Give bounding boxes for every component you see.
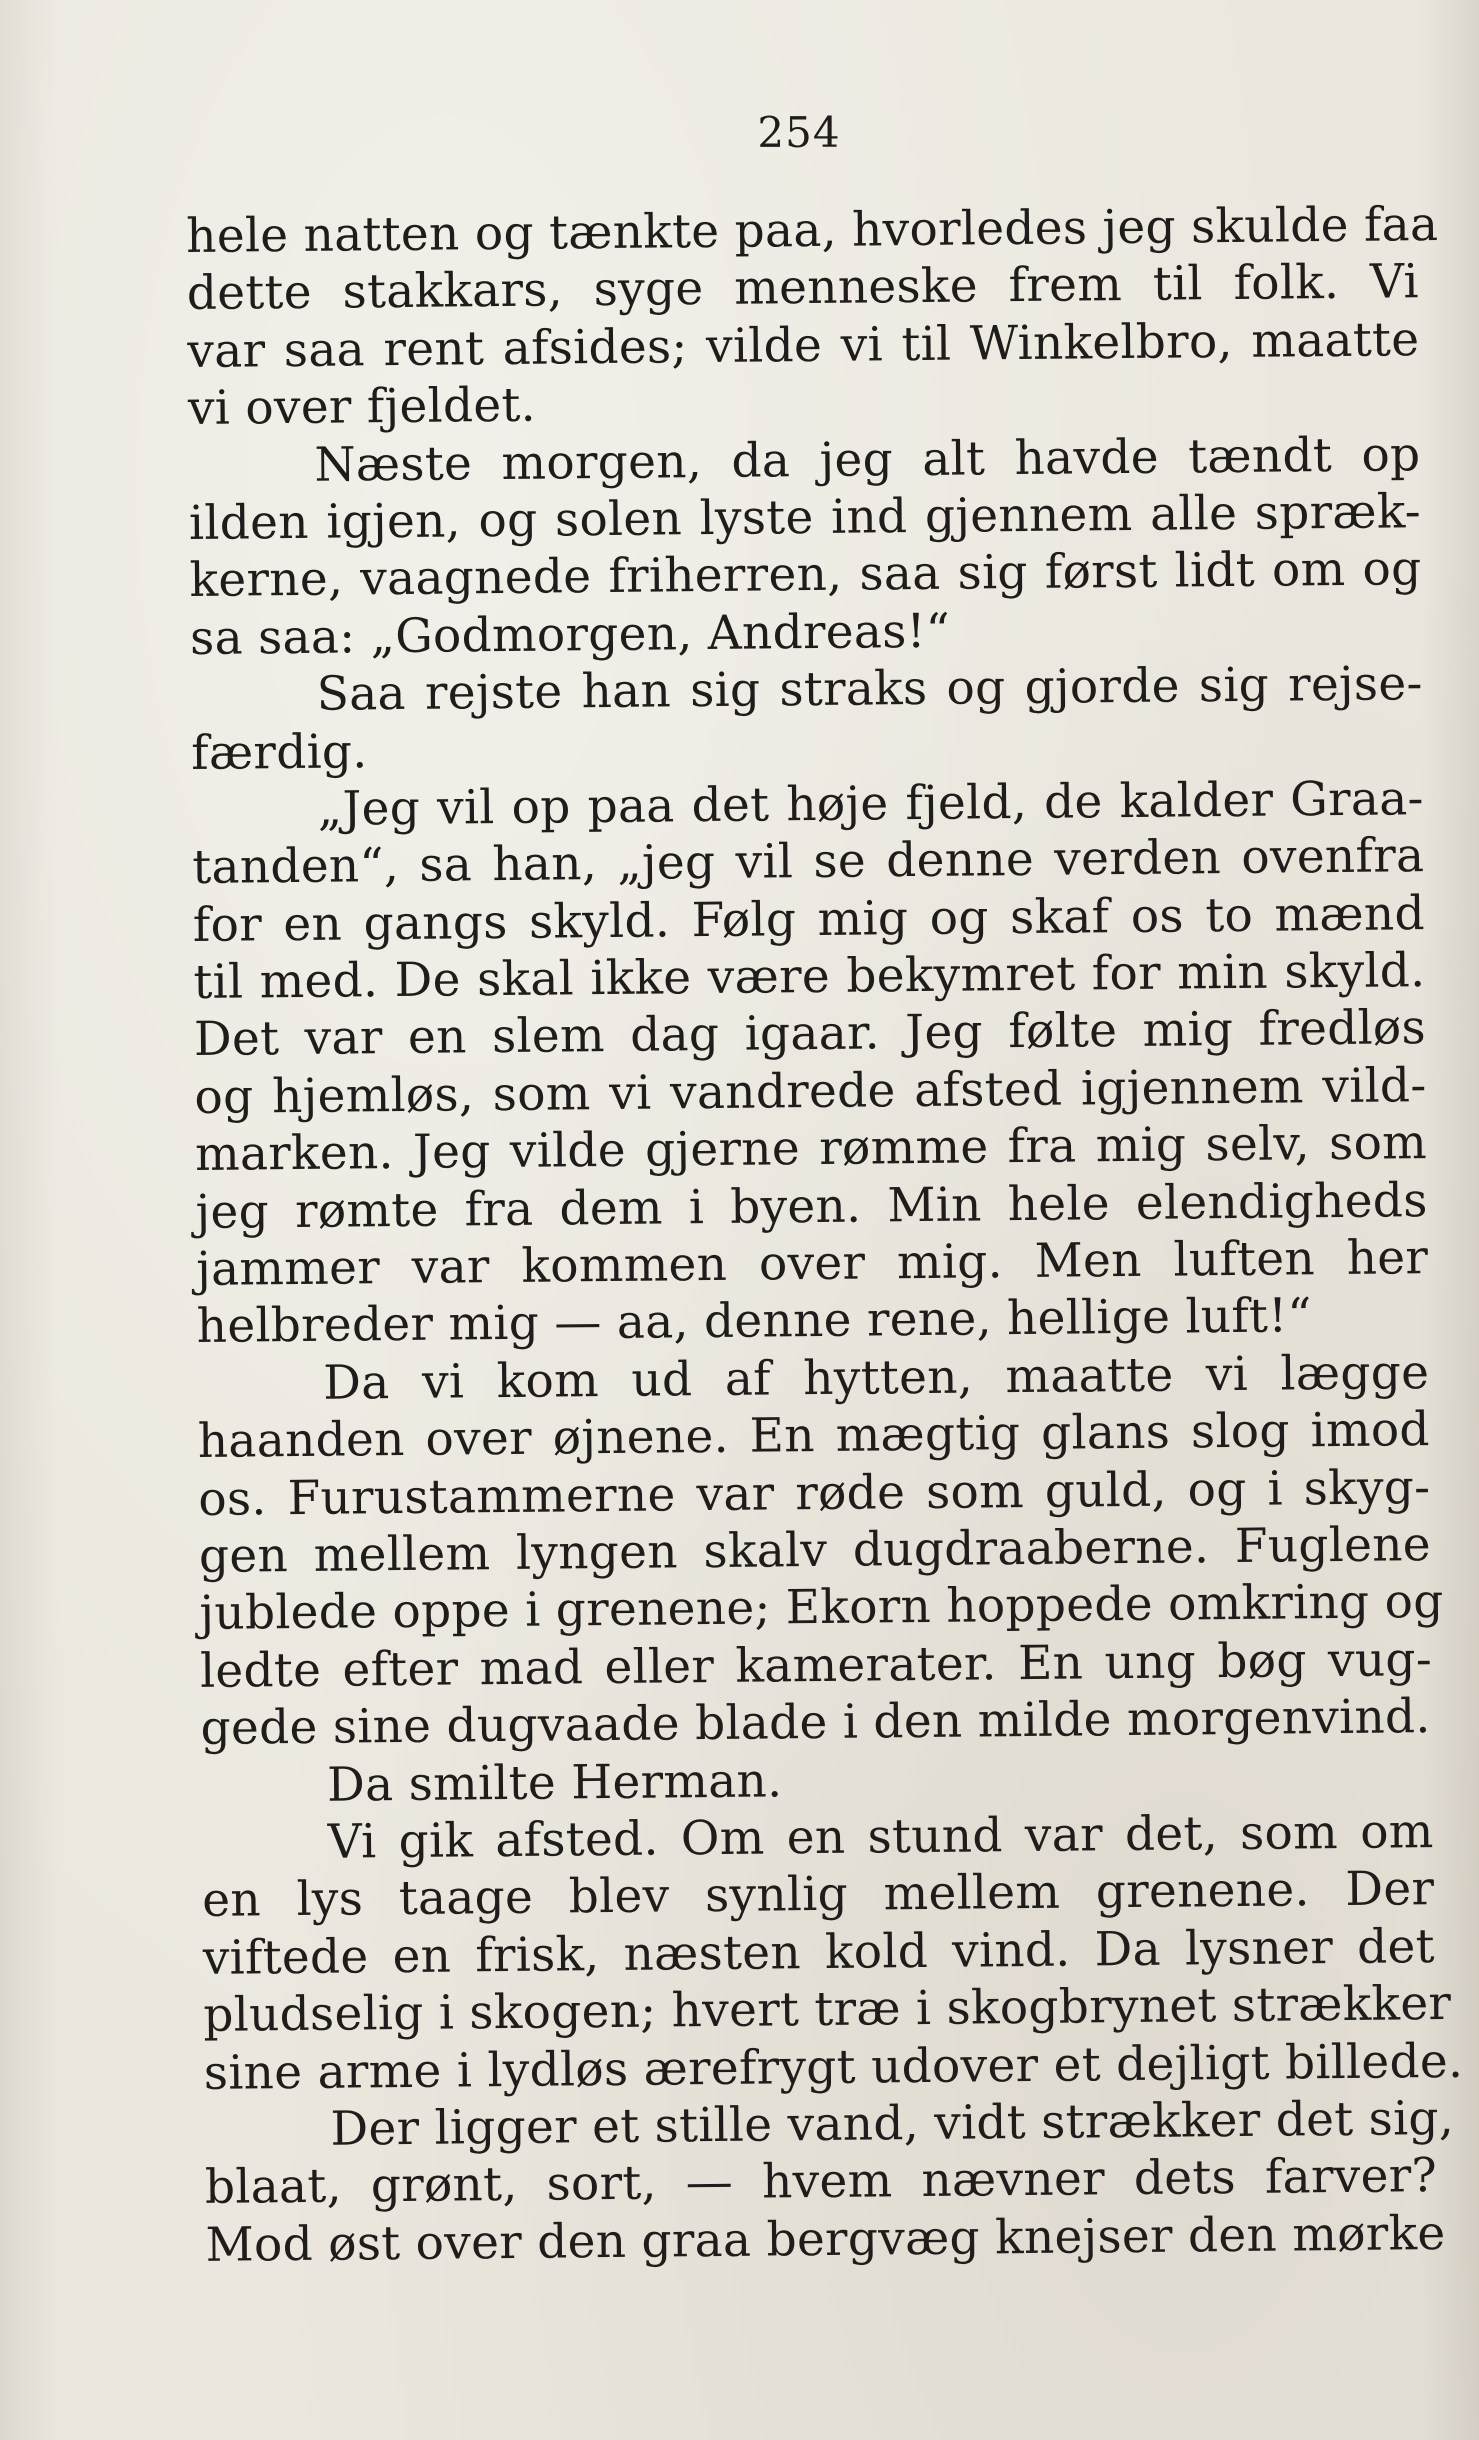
text-line: vi over fjeldet. <box>187 377 537 437</box>
text-line: sine arme i lydløs ærefrygt udover et dejligt billede. <box>203 2033 1464 2101</box>
text-line: til med. De skal ikke være bekymret for min skyld. <box>193 943 1426 1011</box>
text-line: Vi gik afsted. Om en stund var det, som om <box>327 1804 1434 1870</box>
text-line: færdig. <box>190 723 368 781</box>
text-line: Det var en slem dag igaar. Jeg følte mig fredløs <box>193 1000 1427 1068</box>
text-line: viftede en frisk, næsten kold vind. Da lysner det <box>202 1918 1436 1986</box>
text-line: pludselig i skogen; hvert træ i skogbrynet strækker <box>203 1976 1452 2044</box>
text-line: jeg rømte fra dem i byen. Min hele elendigheds <box>195 1172 1428 1240</box>
text-line: for en gangs skyld. Følg mig og skaf os to mænd <box>192 885 1426 953</box>
page-number: 254 <box>757 108 841 157</box>
text-line: marken. Jeg vilde gjerne rømme fra mig selv, som <box>194 1115 1428 1183</box>
text-line: kerne, vaagnede friherren, saa sig først lidt om og <box>189 541 1422 609</box>
text-line: ilden igjen, og solen lyste ind gjennem alle spræk- <box>188 484 1422 551</box>
text-line: Saa rejste han sig straks og gjorde sig rejse- <box>316 656 1423 722</box>
text-line: Da smilte Herman. <box>326 1752 783 1813</box>
text-line: en lys taage blev synlig mellem grenene. Der <box>201 1861 1435 1929</box>
text-line: Mod øst over den graa bergvæg knejser den mørke <box>205 2205 1446 2273</box>
text-line: Der ligger et stille vand, vidt strækker det sig, <box>330 2090 1455 2157</box>
text-line: haanden over øjnene. En mægtig glans slog imod <box>197 1402 1431 1470</box>
text-line: blaat, grønt, sort, — hvem nævner dets farver? <box>204 2148 1438 2216</box>
text-line: jublede oppe i grenene; Ekorn hoppede omkring og <box>199 1574 1444 1642</box>
text-line: Da vi kom ud af hytten, maatte vi lægge <box>323 1344 1430 1411</box>
text-line: hele natten og tænkte paa, hvorledes jeg skulde faa <box>186 196 1439 264</box>
text-line: gen mellem lyngen skalv dugdraaberne. Fuglene <box>198 1517 1432 1584</box>
text-line: dette stakkars, syge menneske frem til folk. Vi <box>186 254 1420 322</box>
text-line: jammer var kommen over mig. Men luften her <box>195 1230 1429 1297</box>
body-text <box>186 196 1464 2274</box>
text-line: gede sine dugvaade blade i den milde morgenvind. <box>200 1689 1431 1757</box>
text-line: og hjemløs, som vi vandrede afsted igjennem vild- <box>194 1057 1427 1125</box>
text-line: var saa rent afsides; vilde vi til Winkelbro, maatte <box>187 311 1420 379</box>
text-line: helbreder mig — aa, denne rene, hellige luft!“ <box>196 1288 1313 1355</box>
text-line: ledte efter mad eller kamerater. En ung bøg vug- <box>199 1631 1433 1699</box>
text-line: Næste morgen, da jeg alt havde tændt op <box>314 426 1421 493</box>
text-line: sa saa: „Godmorgen, Andreas!“ <box>189 603 951 666</box>
text-line: os. Furustammerne var røde som guld, og i skyg- <box>198 1459 1431 1527</box>
text-line: tanden“, sa han, „jeg vil se denne verden ovenfra <box>192 828 1425 896</box>
text-line: „Jeg vil op paa det høje fjeld, de kalder Graa- <box>317 771 1424 837</box>
